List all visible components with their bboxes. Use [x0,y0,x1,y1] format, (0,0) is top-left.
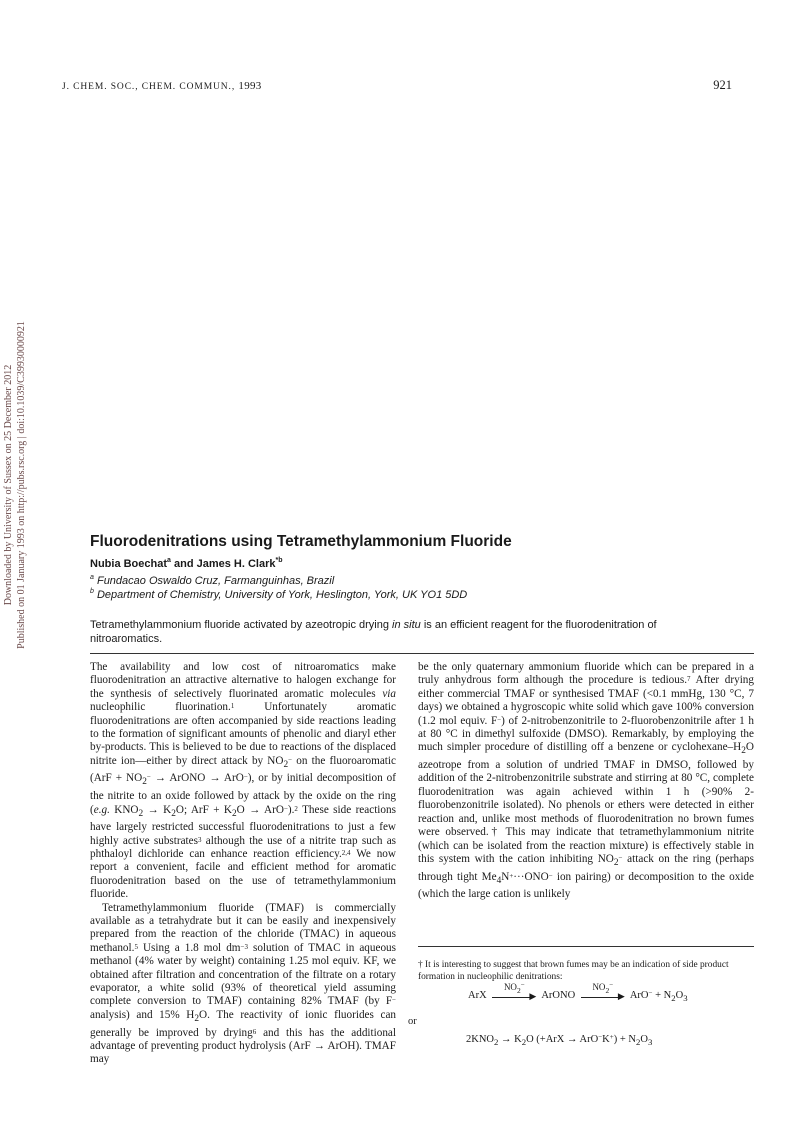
reaction-arrow: $NO_2^-$ ▶ [492,990,536,1001]
download-watermark [2,300,32,670]
affiliation-b: $^b$ Department of Chemistry, University of York, Heslington, York, UK YO1 5DD [90,588,468,601]
page-number: 921 [713,78,732,92]
reaction-equation: ArX $NO_2^-$ ▶ ArONO $NO_2^-$ ▶ $ArO^- + N_2O_3$ [468,981,688,1004]
running-head [62,80,732,96]
equation-or: or [408,1016,417,1027]
footnote-divider [418,946,754,947]
author-mark: *b [275,557,283,564]
body-column-left [90,661,396,1067]
article-title: Fluorodenitrations using Tetramethylammonium Fluoride [90,533,512,550]
download-notice: Downloaded by University of Sussex on 25 December 2012 [3,364,14,606]
journal-year: 1993 [238,80,262,92]
author-join: and [170,558,197,570]
body-column-right [418,661,754,902]
abstract: Tetramethylammonium fluoride activated by azeotropic drying in situ is an efficient reagent for the fluorodenitration of nitroaromatics. [90,619,657,645]
affiliation-a: $^a$ Fundacao Oswaldo Cruz, Farmanguinhas, Brazil [90,574,335,587]
author-name: Nubia Boechat [90,558,168,570]
paragraph: be the only quaternary ammonium fluoride which can be prepared in a truly anhydrous form although the procedure is tedious.$^7$ After drying either commercial TMAF or synthesised TMAF (<0.1 mmHg, 130 °C, 7 days) we obtained a hygroscopic white solid which gave 100% conversion (1.2 mol equiv. F−) of 2-nitrobenzonitrile to 2-fluorobenzonitrile after 1 h at 80 °C in dimethyl sulfoxide (DMSO). Remarkably, by employing the much simpler procedure of distilling off a benzene or cyclohexane–$H_2O$ azeotrope from a solution of undried TMAF in DMSO, followed by addition of the 2-nitrobenzonitrile substrate and stirring at 80 °C, complete fluorodenitration was again achieved within 1 h (>90% 2-fluorobenzonitrile isolated). No phenols or ethers were detected in either reaction and, unlike most methods of fluorodenitration no brown fumes were observed.† This may indicate that tetramethylammonium nitrite (which can be isolated from the reaction mixture) is effectively stable in this system with the cation inhibiting $NO_2^-$ attack on the ring (perhaps through tight $Me_4N^+\cdot\cdot\cdot ONO^-$ ion pairing) or decomposition to the oxide (which the large cation is unlikely [418,661,754,901]
author-line [90,558,282,570]
reaction-equation: $2KNO_2 \to K_2O$ $(+ArX \to ArO^-K^+) + N_2O_3$ [466,1033,653,1048]
publication-notice: Published on 01 January 1993 on http://pubs.rsc.org | doi:10.1039/C39930000921 [16,321,27,649]
paragraph: The availability and low cost of nitroaromatics make fluorodenitration an attractive alternative to halogen exchange for the synthesis of selectively fluorinated aromatic molecules via nucleophilic fluorination.$^1$ Unfortunately aromatic fluorodenitrations are often accompanied by side reactions leading to the formation of significant amounts of phenolic and diaryl ether by-products. This is believed to be due to reactions of the displaced nitrite ion—either by direct attack by $NO_2^-$ on the fluoroaromatic ($ArF + NO_2^-$ → ArONO → ArO−), or by initial decomposition of the nitrite to an oxide followed by attack by the oxide on the ring (e.g. $KNO_2 \to K_2O$; ArF + $K_2O \to ArO^-).^2$ These side reactions have largely restricted successful fluorodenitrations to just a few highly active substrates$^3$ although the use of a nitrite trap such as phthaloyl dichloride can enhance reaction efficiency.$^{2,4}$ We now report a convenient, facile and efficient method for aromatic fluorodenitration based on the use of tetramethylammonium fluoride. [90,661,397,901]
footnote: † It is interesting to suggest that brown fumes may be an indication of side product formation in nucleophilic denitrations: [418,960,729,982]
author-name: James H. Clark [196,558,276,570]
author-mark: a [167,557,171,564]
section-divider [90,653,754,654]
journal-citation: J. CHEM. SOC., CHEM. COMMUN., 1993 [62,80,262,92]
paragraph: Tetramethylammonium fluoride (TMAF) is commercially available as a tetrahydrate but it can be easily and inexpensively prepared from the reaction of the chloride (TMAC) in aqueous methanol.$^5$ Using a 1.8 mol $dm^{-3}$ solution of TMAC in aqueous methanol (4% water by weight) containing 1.25 mol equiv. KF, we obtained after filtration and concentration of the filtrate on a rotary evaporator, a white solid (93% of theoretical yield assuming complete conversion to TMAF) containing 82% TMAF (by F− analysis) and 15% $H_2O$. The reactivity of ionic fluorides can generally be improved by drying$^6$ and this has the additional advantage of preventing product hydrolysis (ArF → ArOH). TMAF may [90,901,397,1066]
reaction-arrow: $NO_2^-$ ▶ [581,990,625,1001]
